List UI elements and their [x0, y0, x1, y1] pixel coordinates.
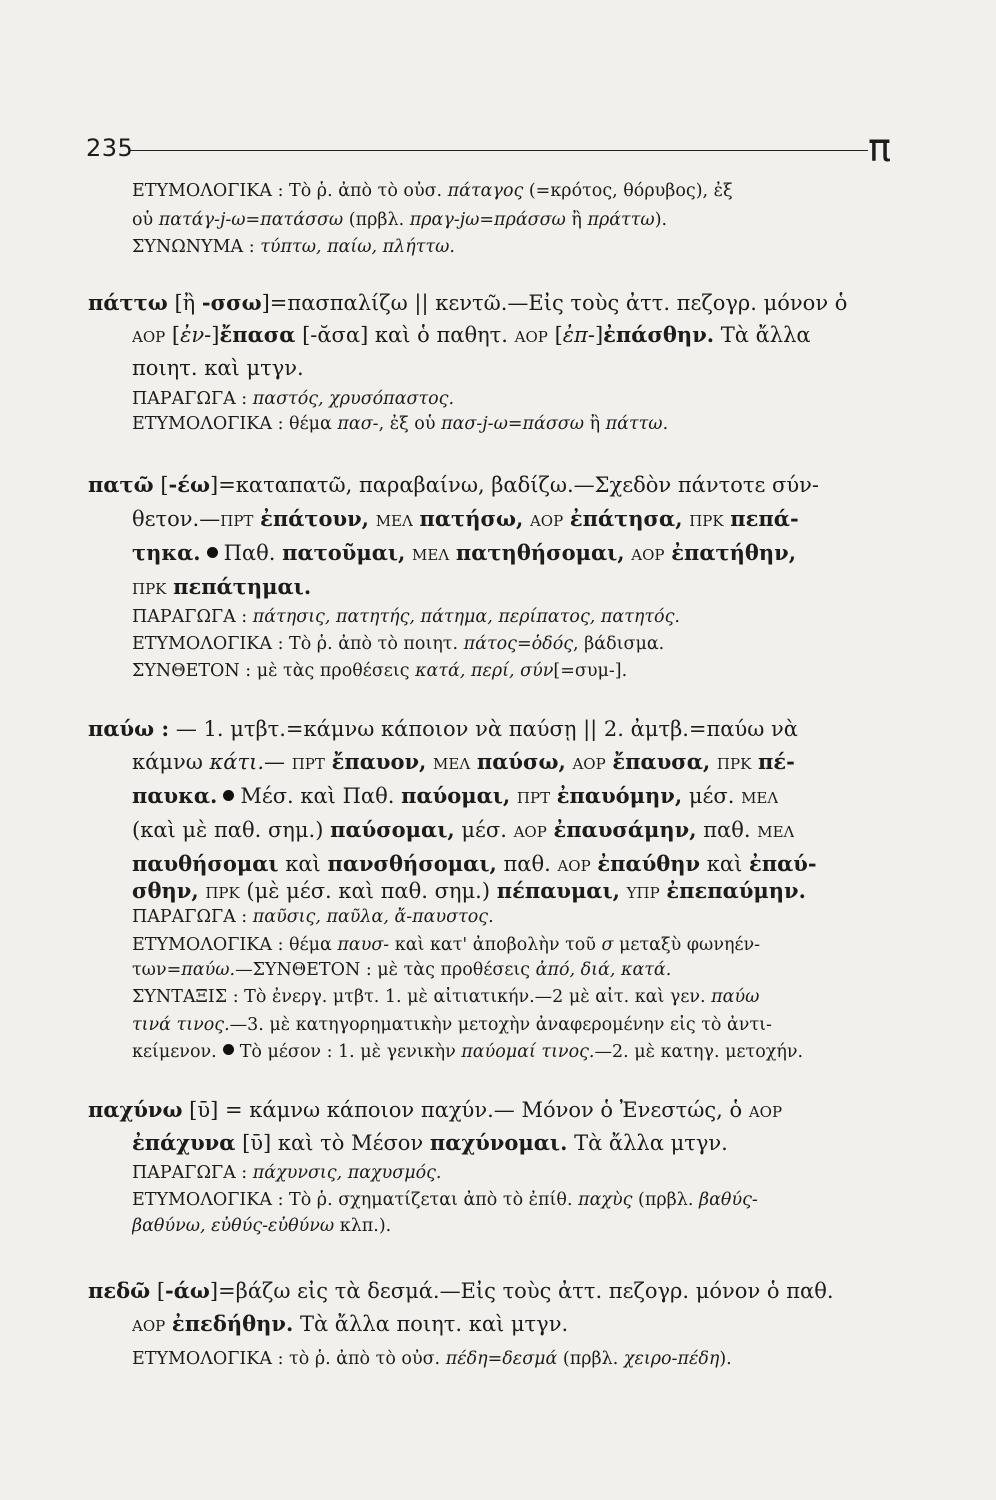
- text-run: ]: [594, 323, 604, 347]
- headword-form: πανσθήσομαι,: [327, 851, 497, 876]
- text-run: [547, 818, 554, 842]
- tense-abbrev: ΜΕΛ: [741, 789, 779, 807]
- page-number: 235: [86, 134, 134, 162]
- italic-form: πασ-: [337, 414, 379, 434]
- text-run: —ΣΥΝΘΕΤΟΝ : μὲ τὰς προθέσεις: [235, 960, 536, 980]
- italic-form: παύω: [711, 987, 760, 1007]
- text-run: των=: [132, 960, 182, 980]
- header-rule: [130, 150, 868, 151]
- headword-form: ἐπάτησα,: [569, 506, 683, 531]
- italic-form: ἐν-: [180, 323, 212, 347]
- text-run: [-ᾰσα] καὶ ὁ παθητ.: [295, 323, 515, 347]
- text-run: ]: [211, 323, 220, 347]
- text-run: [523, 507, 530, 531]
- tense-abbrev: ΑΟΡ: [132, 328, 166, 346]
- headword-form: ἐπαύθην: [597, 851, 701, 876]
- text-line: [132, 907, 494, 927]
- italic-form: πάτησις, πατητής, πάτημα, περίπατος, πατητός.: [252, 607, 680, 627]
- text-line: [132, 389, 454, 409]
- text-line: [132, 987, 759, 1007]
- text-run: Παθ.: [223, 541, 283, 565]
- text-run: παθ.: [696, 818, 758, 842]
- tense-abbrev: ΑΟΡ: [557, 857, 591, 875]
- text-run: Τὰ ἄλλα ποιητ. καὶ μτγν.: [293, 1312, 569, 1336]
- italic-form: παυσ-: [337, 935, 390, 955]
- entry-headline: [88, 472, 819, 497]
- text-line: [132, 935, 760, 955]
- text-run: (καὶ μὲ παθ. σημ.): [132, 818, 331, 842]
- headword-form: πεδῶ: [88, 1278, 151, 1303]
- italic-form: πάτος=ὁδός: [463, 634, 574, 654]
- text-line: [132, 661, 627, 681]
- text-run: [: [547, 323, 563, 347]
- headword-form: ἐπεδήθην.: [171, 1311, 294, 1336]
- headword-form: παυκα.: [132, 783, 218, 808]
- text-run: θετον.—: [132, 507, 221, 531]
- section-letter: π: [868, 126, 891, 170]
- text-run: ).: [719, 1349, 732, 1369]
- text-run: Τὰ ἄλλα: [714, 323, 811, 347]
- text-run: κάμνω: [132, 750, 210, 774]
- text-run: Μέσ. καὶ Παθ.: [240, 784, 402, 808]
- text-line: [132, 322, 811, 347]
- text-run: ]=βάζω εἰς τὰ δεσμά.—Εἰς τοὺς ἀττ. πεζογρ. μόνον ὁ παθ.: [209, 1279, 834, 1303]
- italic-form: σ: [601, 935, 614, 955]
- text-run: μεταξὺ φωνηέν-: [613, 935, 761, 955]
- text-run: ΠΑΡΑΓΩΓΑ :: [132, 1163, 253, 1183]
- tense-abbrev: ΑΟΡ: [513, 823, 547, 841]
- text-run: [ῡ] = κάμνω κάποιον παχύν.— Μόνον ὁ Ἐνεστώς, ὁ: [182, 1098, 749, 1122]
- text-run: (πρβλ.: [557, 1349, 624, 1369]
- entry-headline: [88, 1097, 782, 1122]
- text-line: [132, 506, 799, 531]
- headword-form: ἐπάτουν,: [260, 506, 369, 531]
- headword-form: σθην,: [132, 878, 199, 903]
- headword-form: παύω :: [88, 716, 170, 741]
- headword-form: πατῶ: [88, 472, 154, 497]
- text-run: [710, 750, 717, 774]
- text-run: [413, 507, 420, 531]
- text-run: κείμενον.: [132, 1042, 217, 1062]
- text-run: [=συμ-].: [553, 661, 628, 681]
- italic-form: παχὺς: [578, 1190, 633, 1210]
- headword-form: ἔπασα: [219, 322, 296, 347]
- headword-form: ἐπατήθην,: [671, 540, 797, 565]
- italic-form: κατά, περί, σύν: [415, 661, 554, 681]
- headword-form: πεπάτημαι.: [173, 574, 312, 599]
- text-line: [132, 237, 455, 257]
- text-line: [132, 783, 778, 808]
- tense-abbrev: ΠΡΚ: [205, 884, 240, 902]
- italic-form: πάχυνσις, παχυσμός.: [252, 1163, 442, 1183]
- text-run: παθ.: [496, 852, 558, 876]
- italic-form: βαθύνω, εὐθύς-εὐθύνω: [132, 1216, 335, 1236]
- tense-abbrev: ΑΟΡ: [631, 546, 665, 564]
- italic-form: παύω.: [181, 960, 236, 980]
- italic-form: πέδη=δεσμά: [445, 1349, 558, 1369]
- entry-headline: [88, 1278, 834, 1303]
- tense-abbrev: ΠΡΚ: [716, 755, 752, 773]
- italic-form: τινά τινος.: [132, 1015, 230, 1035]
- text-run: ΕΤΥΜΟΛΟΓΙΚΑ : Τὸ ῥ. ἀπὸ τὸ οὐσ.: [132, 181, 448, 201]
- text-run: ΕΤΥΜΟΛΟΓΙΚΑ : θέμα: [132, 935, 338, 955]
- text-run: ΣΥΝΘΕΤΟΝ : μὲ τὰς προθέσεις: [132, 661, 416, 681]
- text-run: [449, 541, 456, 565]
- text-run: [563, 507, 570, 531]
- text-run: —3. μὲ κατηγορηματικὴν μετοχὴν ἀναφερομένην εἰς τὸ ἀντι-: [229, 1015, 772, 1035]
- italic-form: πάττω.: [605, 414, 669, 434]
- text-line: [132, 540, 796, 565]
- tense-abbrev: ΜΕΛ: [757, 823, 795, 841]
- tense-abbrev: ΑΟΡ: [748, 1103, 783, 1121]
- italic-form: τύπτω, παίω, πλήττω.: [260, 237, 455, 257]
- tense-abbrev: ΑΟΡ: [132, 1317, 166, 1335]
- entry-headline: [88, 716, 798, 741]
- text-run: οὗ: [132, 210, 159, 230]
- headword-form: ἐπαυόμην,: [556, 783, 683, 808]
- text-run: , ἐξ οὗ: [378, 414, 442, 434]
- headword-form: παυθήσομαι: [132, 851, 279, 876]
- headword-form: παύσομαι,: [330, 817, 455, 842]
- text-run: καὶ κατ' ἀποβολὴν τοῦ: [389, 935, 602, 955]
- headword-form: ἔπαυσα,: [612, 749, 711, 774]
- italic-form: παστός, χρυσόπαστος.: [252, 389, 455, 409]
- text-line: [132, 1190, 758, 1210]
- italic-form: πραγ-jω=πράσσω: [409, 210, 566, 230]
- text-line: [132, 356, 304, 380]
- text-run: [ῡ] καὶ τὸ Μέσον: [235, 1131, 430, 1155]
- entry-headline: [88, 290, 847, 315]
- headword-form: ἐπάσθην.: [603, 322, 715, 347]
- text-run: μέσ.: [454, 818, 514, 842]
- tense-abbrev: ΑΟΡ: [529, 512, 564, 530]
- text-line: [132, 1311, 568, 1336]
- tense-abbrev: ΠΡΤ: [516, 789, 551, 807]
- text-line: [132, 960, 671, 980]
- text-run: [510, 784, 517, 808]
- italic-form: βαθύς-: [698, 1190, 758, 1210]
- headword-form: πατοῦμαι,: [282, 540, 406, 565]
- headword-form: ἐπάχυνα: [132, 1130, 236, 1155]
- text-run: [: [165, 323, 181, 347]
- text-run: (μὲ μέσ. καὶ παθ. σημ.): [239, 879, 497, 903]
- headword-form: -άω: [165, 1278, 210, 1303]
- tense-abbrev: ΠΡΚ: [689, 512, 724, 530]
- text-line: [132, 414, 668, 434]
- tense-abbrev: ΑΟΡ: [514, 328, 548, 346]
- text-run: ΕΤΥΜΟΛΟΓΙΚΑ : θέμα: [132, 414, 338, 434]
- text-run: ΠΑΡΑΓΩΓΑ :: [132, 389, 253, 409]
- headword-form: παχύνω: [88, 1097, 183, 1122]
- headword-form: ἐπαυσάμην,: [553, 817, 697, 842]
- text-run: [620, 879, 627, 903]
- italic-form: ἀπό, διά, κατά.: [535, 960, 672, 980]
- headword-form: πέ-: [757, 749, 795, 774]
- text-line: [132, 210, 667, 230]
- tense-abbrev: ΜΕΛ: [375, 512, 413, 530]
- text-line: [132, 817, 794, 842]
- text-line: [132, 634, 664, 654]
- text-line: [132, 749, 795, 774]
- text-run: ΠΑΡΑΓΩΓΑ :: [132, 907, 253, 927]
- text-line: [132, 607, 680, 627]
- bullet-icon: [223, 790, 234, 801]
- text-run: ΣΥΝΤΑΞΙΣ : Τὸ ἐνεργ. μτβτ. 1. μὲ αἰτιατικήν.—2 μὲ αἰτ. καὶ γεν.: [132, 987, 712, 1007]
- tense-abbrev: ΠΡΚ: [132, 580, 167, 598]
- text-run: καὶ: [700, 852, 749, 876]
- text-run: ]=πασπαλίζω || κεντῶ.—Εἰς τοὺς ἀττ. πεζογρ. μόνον ὁ: [261, 291, 848, 315]
- text-run: ΕΤΥΜΟΛΟΓΙΚΑ : τὸ ῥ. ἀπὸ τὸ οὐσ.: [132, 1349, 446, 1369]
- text-line: [132, 1216, 391, 1236]
- text-run: [ἢ: [167, 291, 202, 315]
- text-run: ἢ: [584, 414, 606, 434]
- text-run: , βάδισμα.: [573, 634, 665, 654]
- headword-form: τηκα.: [132, 540, 201, 565]
- tense-abbrev: ΠΡΤ: [220, 512, 254, 530]
- headword-form: πέπαυμαι,: [496, 878, 620, 903]
- text-line: [132, 1163, 441, 1183]
- text-line: [132, 1130, 728, 1155]
- text-run: ΕΤΥΜΟΛΟΓΙΚΑ : Τὸ ῥ. ἀπὸ τὸ ποιητ.: [132, 634, 464, 654]
- tense-abbrev: ΜΕΛ: [412, 546, 450, 564]
- text-run: [470, 750, 477, 774]
- text-run: ΠΑΡΑΓΩΓΑ :: [132, 607, 253, 627]
- headword-form: πατηθήσομαι,: [455, 540, 625, 565]
- text-run: [165, 1312, 172, 1336]
- text-run: [369, 507, 376, 531]
- bullet-icon: [207, 547, 218, 558]
- text-run: (πρβλ.: [632, 1190, 699, 1210]
- headword-form: πάττω: [88, 290, 168, 315]
- text-line: [132, 878, 806, 903]
- headword-form: παύσω,: [476, 749, 566, 774]
- text-run: [325, 750, 332, 774]
- text-run: [550, 784, 557, 808]
- text-run: (πρβλ.: [343, 210, 410, 230]
- headword-form: πεπά-: [730, 506, 799, 531]
- italic-form: παύομαί τινος.: [461, 1042, 595, 1062]
- italic-form: πράττω: [587, 210, 655, 230]
- tense-abbrev: ΜΕΛ: [433, 755, 471, 773]
- headword-form: πατήσω,: [419, 506, 524, 531]
- italic-form: παῦσις, παῦλα, ἄ-παυστος.: [252, 907, 494, 927]
- text-run: ]=καταπατῶ, παραβαίνω, βαδίζω.—Σχεδὸν πάντοτε σύν-: [210, 473, 819, 497]
- text-run: ἢ: [565, 210, 588, 230]
- headword-form: παύομαι,: [401, 783, 511, 808]
- text-run: καὶ: [278, 852, 328, 876]
- text-run: ).: [654, 210, 668, 230]
- text-run: [: [150, 1279, 166, 1303]
- text-run: —2. μὲ κατηγ. μετοχήν.: [594, 1042, 804, 1062]
- text-line: [132, 1015, 772, 1035]
- headword-form: -σσω: [201, 290, 262, 315]
- tense-abbrev: ΠΡΤ: [291, 755, 325, 773]
- italic-form: χειρο-πέδη: [623, 1349, 720, 1369]
- headword-form: παχύνομαι.: [429, 1130, 568, 1155]
- text-run: Τὰ ἄλλα μτγν.: [567, 1131, 728, 1155]
- text-run: μέσ.: [682, 784, 742, 808]
- text-run: ποιητ. καὶ μτγν.: [132, 356, 304, 380]
- italic-form: κάτι.: [209, 750, 265, 774]
- text-run: [751, 750, 758, 774]
- headword-form: ἔπαυον,: [331, 749, 427, 774]
- text-run: κλπ.).: [334, 1216, 392, 1236]
- text-run: —: [264, 750, 292, 774]
- italic-form: πασ-j-ω=πάσσω: [441, 414, 584, 434]
- text-line: [132, 574, 311, 599]
- page-header: [86, 128, 891, 168]
- italic-form: ἐπ-: [562, 323, 595, 347]
- text-line: [132, 1349, 732, 1369]
- text-run: — 1. μτβτ.=κάμνω κάποιον νὰ παύσῃ || 2. ἀμτβ.=παύω νὰ: [169, 717, 798, 741]
- text-run: (=κρότος, θόρυβος), ἐξ: [523, 181, 733, 201]
- tense-abbrev: ΑΟΡ: [572, 755, 606, 773]
- tense-abbrev: ΥΠΡ: [626, 884, 660, 902]
- text-line: [132, 851, 817, 876]
- text-run: [: [153, 473, 169, 497]
- bullet-icon: [223, 1044, 234, 1055]
- text-run: ΣΥΝΩΝΥΜΑ :: [132, 237, 261, 257]
- headword-form: -έω: [168, 472, 211, 497]
- italic-form: πατάγ-j-ω=πατάσσω: [158, 210, 344, 230]
- text-line: [132, 1042, 803, 1062]
- text-run: ΕΤΥΜΟΛΟΓΙΚΑ : Τὸ ῥ. σχηματίζεται ἀπὸ τὸ ἐπίθ.: [132, 1190, 579, 1210]
- text-run: Τὸ μέσον : 1. μὲ γενικὴν: [239, 1042, 462, 1062]
- italic-form: πάταγος: [447, 181, 524, 201]
- headword-form: ἐπεπαύμην.: [666, 878, 806, 903]
- text-line: [132, 181, 733, 201]
- headword-form: ἐπαύ-: [749, 851, 817, 876]
